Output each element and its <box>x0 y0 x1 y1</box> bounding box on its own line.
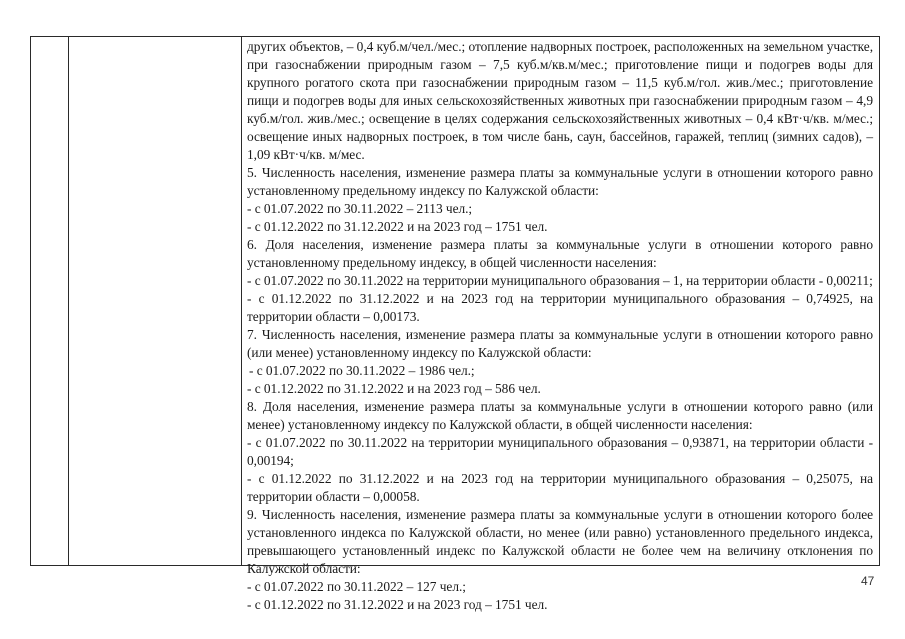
paragraph-item-7-period-1: - с 01.07.2022 по 30.11.2022 – 1986 чел.; <box>249 363 475 378</box>
paragraph-item-5-period-1: - с 01.07.2022 по 30.11.2022 – 2113 чел.; <box>247 201 473 216</box>
paragraph-item-6-period-2: - с 01.12.2022 по 31.12.2022 и на 2023 год на территории муниципального образования – 0,74925, на территории области – 0,00173. <box>247 291 873 324</box>
paragraph-item-8-heading: 8. Доля населения, изменение размера платы за коммунальные услуги в отношении которого равно (или менее) установленному индексу по Калужской области, в общей численности населения: <box>247 399 873 432</box>
page-number: 47 <box>861 574 875 588</box>
paragraph-item-5-period-2: - с 01.12.2022 по 31.12.2022 и на 2023 год – 1751 чел. <box>247 219 548 234</box>
paragraph-item-5-heading: 5. Численность населения, изменение размера платы за коммунальные услуги в отношении которого равно установленному предельному индексу по Калужской области: <box>247 165 873 198</box>
paragraph-item-9-period-1: - с 01.07.2022 по 30.11.2022 – 127 чел.; <box>247 579 466 594</box>
paragraph-item-7-heading: 7. Численность населения, изменение размера платы за коммунальные услуги в отношении которого равно (или менее) установленному индексу по Калужской области: <box>247 327 873 360</box>
paragraph-consumption-norms: других объектов, – 0,4 куб.м/чел./мес.; отопление надворных построек, расположенных на земельном участке, при газоснабжении природным газом – 7,5 куб.м/кв.м/мес.; приготовление пищи и подогрев воды для крупного рогатого скота при газоснабжении природным газом – 11,5 куб.м/гол. жив./мес.; приготовление пищи и подогрев воды для иных сельскохозяйственных животных при газоснабжении природным газом – 4,9 куб.м/гол. жив./мес.; освещение в целях содержания сельскохозяйственных животных – 0,4 кВт·ч/кв. м/мес.; освещение иных надворных построек, в том числе бань, саун, бассейнов, гаражей, теплиц (зимних садов), – 1,09 кВт·ч/кв. м/мес. <box>247 39 873 162</box>
paragraph-item-7-period-2: - с 01.12.2022 по 31.12.2022 и на 2023 год – 586 чел. <box>247 381 541 396</box>
paragraph-item-9-period-2: - с 01.12.2022 по 31.12.2022 и на 2023 год – 1751 чел. <box>247 597 548 612</box>
paragraph-item-9-heading: 9. Численность населения, изменение размера платы за коммунальные услуги в отношении которого более установленного индекса по Калужской области, но менее (или равно) установленного предельного индекса, превышающего установленный индекс по Калужской области не более чем на величину отклонения по Калужской области: <box>247 507 873 576</box>
paragraph-item-6-period-1: - с 01.07.2022 по 30.11.2022 на территории муниципального образования – 1, на территории области - 0,00211; <box>247 273 873 288</box>
table-column-title <box>69 37 242 565</box>
table-column-number <box>31 37 69 565</box>
paragraph-item-6-heading: 6. Доля населения, изменение размера платы за коммунальные услуги в отношении которого равно установленному предельному индексу, в общей численности населения: <box>247 237 873 270</box>
paragraph-item-8-period-2: - с 01.12.2022 по 31.12.2022 и на 2023 год на территории муниципального образования – 0,25075, на территории области – 0,00058. <box>247 471 873 504</box>
paragraph-item-8-period-1: - с 01.07.2022 по 30.11.2022 на территории муниципального образования – 0,93871, на территории области - 0,00194; <box>247 435 873 468</box>
